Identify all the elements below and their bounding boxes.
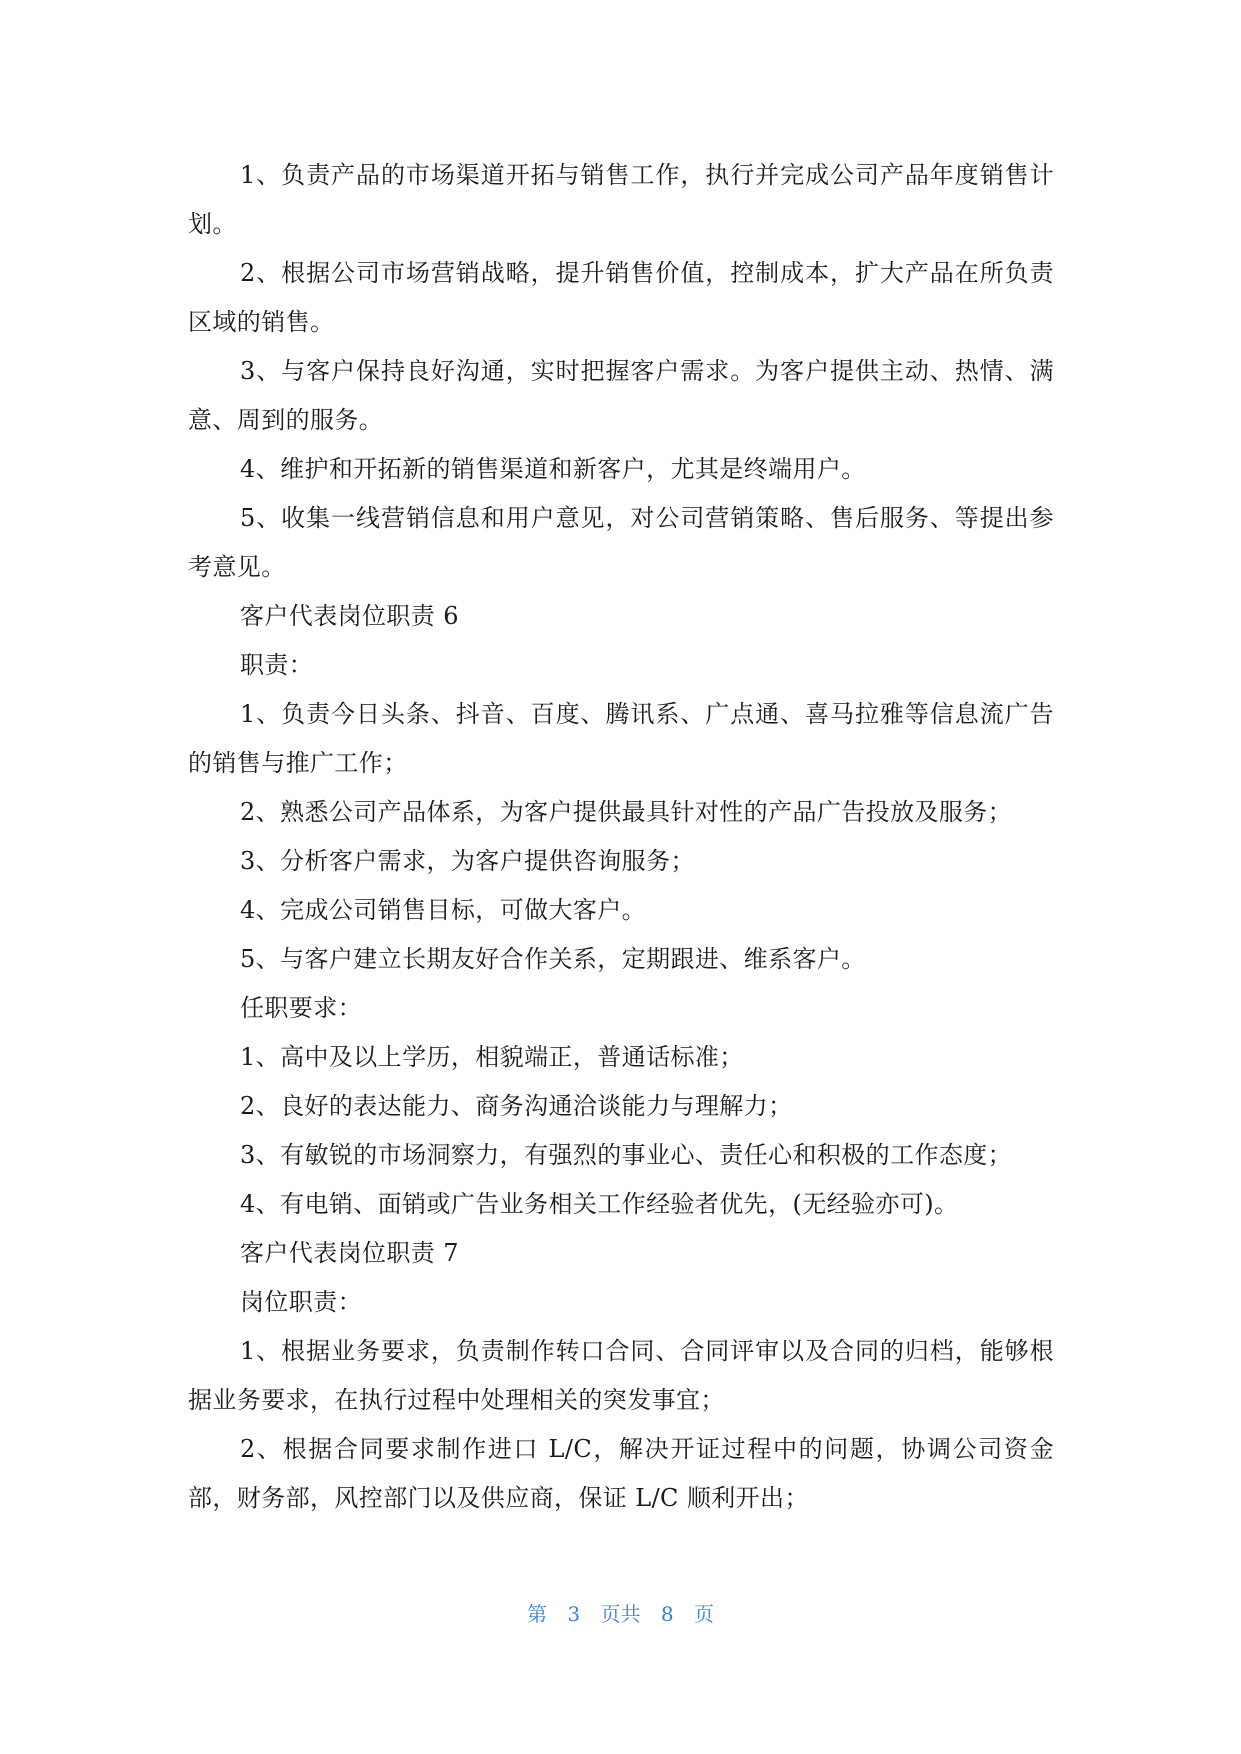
paragraph: 3、与客户保持良好沟通，实时把握客户需求。为客户提供主动、热情、满意、周到的服务。 bbox=[188, 357, 1054, 434]
paragraph: 2、根据公司市场营销战略，提升销售价值，控制成本，扩大产品在所负责区域的销售。 bbox=[188, 259, 1054, 336]
paragraph: 1、负责今日头条、抖音、百度、腾讯系、广点通、喜马拉雅等信息流广告的销售与推广工作； bbox=[188, 700, 1054, 777]
paragraph: 4、维护和开拓新的销售渠道和新客户，尤其是终端用户。 bbox=[240, 455, 866, 483]
paragraph: 5、收集一线营销信息和用户意见，对公司营销策略、售后服务、等提出参考意见。 bbox=[188, 504, 1054, 581]
paragraph: 4、完成公司销售目标，可做大客户。 bbox=[240, 896, 647, 924]
paragraph: 4、有电销、面销或广告业务相关工作经验者优先，(无经验亦可)。 bbox=[240, 1190, 959, 1218]
footer-di: 第 bbox=[527, 1602, 548, 1626]
section-heading: 客户代表岗位职责 6 bbox=[240, 602, 459, 630]
document-body bbox=[188, 151, 1054, 1523]
paragraph: 5、与客户建立长期友好合作关系，定期跟进、维系客户。 bbox=[240, 945, 866, 973]
subheading: 职责： bbox=[240, 651, 314, 679]
section-heading: 客户代表岗位职责 7 bbox=[240, 1239, 459, 1267]
subheading: 岗位职责： bbox=[240, 1288, 362, 1316]
paragraph: 3、有敏锐的市场洞察力，有强烈的事业心、责任心和积极的工作态度； bbox=[240, 1141, 1013, 1169]
footer-total-pages: 8 bbox=[660, 1602, 674, 1626]
footer-ye-gong: 页共 bbox=[600, 1602, 641, 1626]
footer-ye: 页 bbox=[693, 1602, 714, 1626]
paragraph: 1、根据业务要求，负责制作转口合同、合同评审以及合同的归档，能够根据业务要求，在执行过程中处理相关的突发事宜； bbox=[188, 1337, 1054, 1414]
footer-current-page: 3 bbox=[567, 1602, 581, 1626]
paragraph: 3、分析客户需求，为客户提供咨询服务； bbox=[240, 847, 695, 875]
paragraph: 2、良好的表达能力、商务沟通洽谈能力与理解力； bbox=[240, 1092, 793, 1120]
paragraph: 1、负责产品的市场渠道开拓与销售工作，执行并完成公司产品年度销售计划。 bbox=[188, 161, 1054, 238]
paragraph: 2、熟悉公司产品体系，为客户提供最具针对性的产品广告投放及服务； bbox=[240, 798, 1013, 826]
subheading: 任职要求： bbox=[240, 994, 362, 1022]
paragraph: 1、高中及以上学历，相貌端正，普通话标准； bbox=[240, 1043, 744, 1071]
page-footer bbox=[0, 1598, 1241, 1627]
paragraph: 2、根据合同要求制作进口 L/C，解决开证过程中的问题，协调公司资金部，财务部，风控部门以及供应商，保证 L/C 顺利开出； bbox=[188, 1435, 1054, 1512]
